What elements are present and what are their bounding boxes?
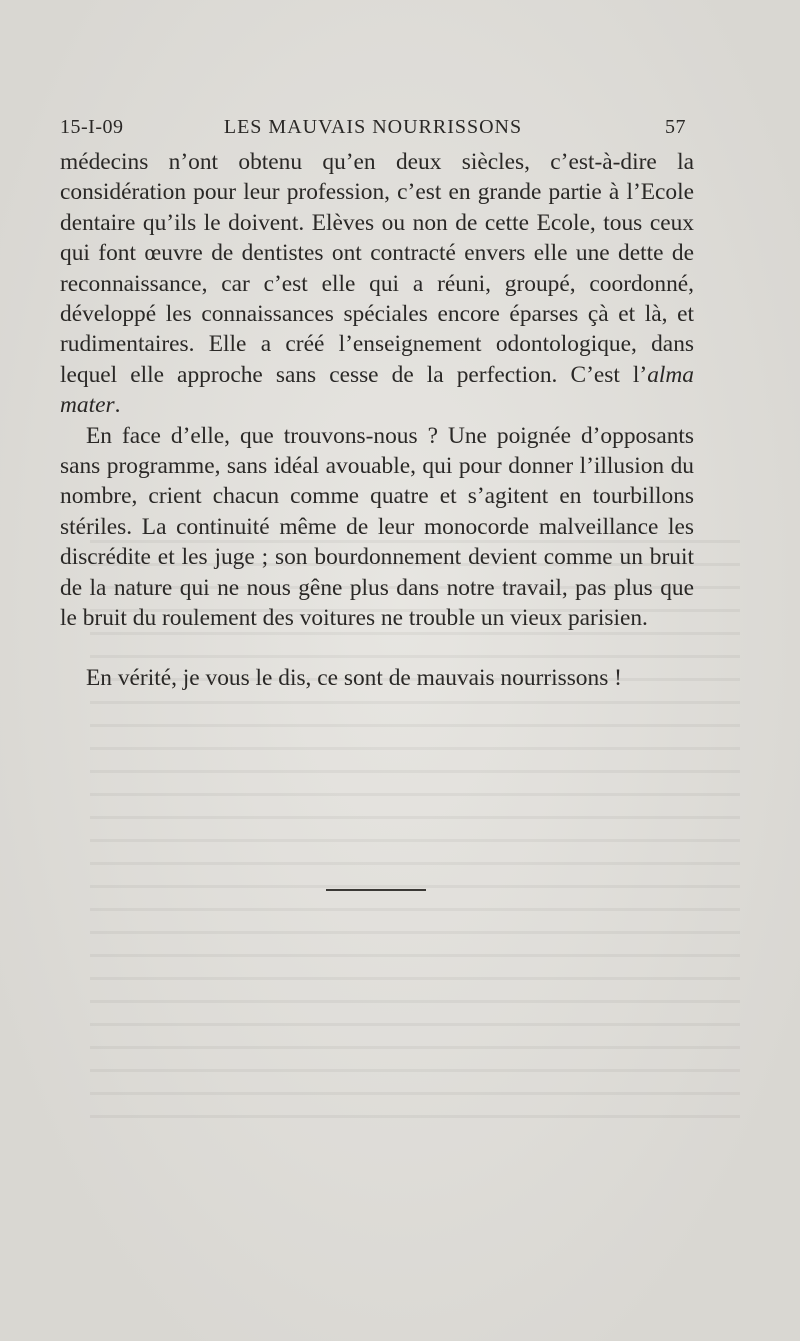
paragraph-2: En face d’elle, que trouvons-nous ? Une poignée d’opposants sans programme, sans idéal avouable, qui pour donner l’illusion du nombre, crient chacun comme quatre et s’agitent en tourbillons stériles. La continuité même de leur monocorde malveillance les discrédite et les juge ; son bourdonnement devient comme un bruit de la nature qui ne nous gêne plus dans notre travail, pas plus que le bruit du roulement des voitures ne trouble un vieux parisien. — [60, 422, 694, 632]
paragraph-1-end: . — [114, 392, 121, 419]
paragraph-3: En vérité, je vous le dis, ce sont de mauvais nourrissons ! — [86, 664, 622, 691]
running-header — [60, 116, 686, 146]
paragraph-1 — [60, 147, 694, 421]
page-number: 57 — [665, 116, 686, 138]
body-text — [60, 147, 694, 693]
section-rule — [326, 889, 426, 891]
alma-mater-italic: alma mater — [60, 361, 694, 419]
running-title: LES MAUVAIS NOURRISSONS — [223, 116, 523, 138]
header-date: 15-I-09 — [60, 116, 124, 138]
paragraph-1-text: médecins n’ont obtenu qu’en deux siècles, c’est-à-dire la considération pour leur profession, c’est en grande partie à l’Ecole dentaire qu’ils le doivent. Elèves ou non de cette Ecole, tous ceux qui font œuvre de dentistes ont contracté envers elle une dette de reconnaissance, car c’est elle qui a réuni, groupé, coordonné, développé les connaissances spéciales encore éparses çà et là, et rudimentaires. Elle a créé l’enseignement odontologique, dans lequel elle approche sans cesse de la perfection. C’est l’ — [60, 149, 694, 388]
